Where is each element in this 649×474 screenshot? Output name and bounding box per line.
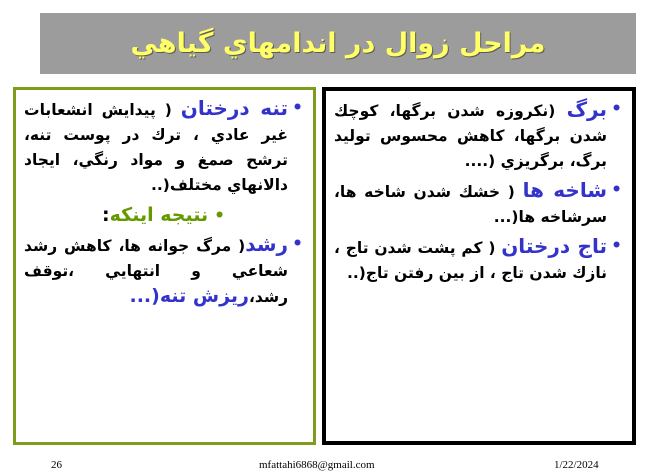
item-tail-growth: (... xyxy=(129,285,160,307)
footer-date: 1/22/2024 xyxy=(554,459,599,471)
item-text-leaf: (نكروزه شدن برگها، كوچك شدن برگها، كاهش محسوس توليد برگ، برگريزي (.... xyxy=(334,102,607,170)
list-item-branch xyxy=(334,178,622,230)
item-text-growth: ( مرگ جوانه ها، كاهش رشد شعاعي و انتهايي ،توقف رشد، xyxy=(24,237,288,306)
highlight-trunk-fall: ريزش تنه xyxy=(159,285,249,307)
slide-title: مراحل زوال در اندامهاي گياهي xyxy=(130,28,546,59)
bullet-icon: • xyxy=(611,180,622,200)
item-text-crown: ( كم پشت شدن تاج ، نازك شدن تاج ، از بين رفتن تاج(.. xyxy=(334,239,607,282)
page-number: 26 xyxy=(51,459,62,471)
list-item-trunk xyxy=(24,96,303,198)
list-item-crown xyxy=(334,234,622,286)
term-growth: رشد xyxy=(245,232,288,256)
term-branch: شاخه ها xyxy=(522,178,607,202)
term-trunk: تنه درختان xyxy=(180,96,288,120)
item-text-branch: ( خشك شدن شاخه ها، سرشاخه ها(... xyxy=(334,183,607,226)
term-leaf: برگ xyxy=(566,97,607,121)
item-text-trunk: ( پيدايش انشعابات غير عادي ، ترك در پوست تنه، ترشح صمغ و مواد رنگي، ايجاد دالانهاي مختلف(.. xyxy=(24,101,288,194)
bullet-icon: • xyxy=(611,236,622,256)
footer-email: mfattahi6868@gmail.com xyxy=(259,459,375,471)
right-panel xyxy=(322,87,636,445)
bullet-icon: • xyxy=(214,206,225,226)
conclusion-line xyxy=(24,204,303,226)
left-panel xyxy=(13,87,316,445)
title-bar xyxy=(40,13,636,74)
bullet-icon: • xyxy=(292,234,303,254)
list-item-leaf xyxy=(334,97,622,174)
list-item-growth xyxy=(24,232,303,310)
conclusion-colon: : xyxy=(102,204,110,226)
conclusion-label: نتيجه اينكه xyxy=(109,204,209,226)
bullet-icon: • xyxy=(611,99,622,119)
term-crown: تاج درختان xyxy=(501,234,607,258)
bullet-icon: • xyxy=(292,98,303,118)
